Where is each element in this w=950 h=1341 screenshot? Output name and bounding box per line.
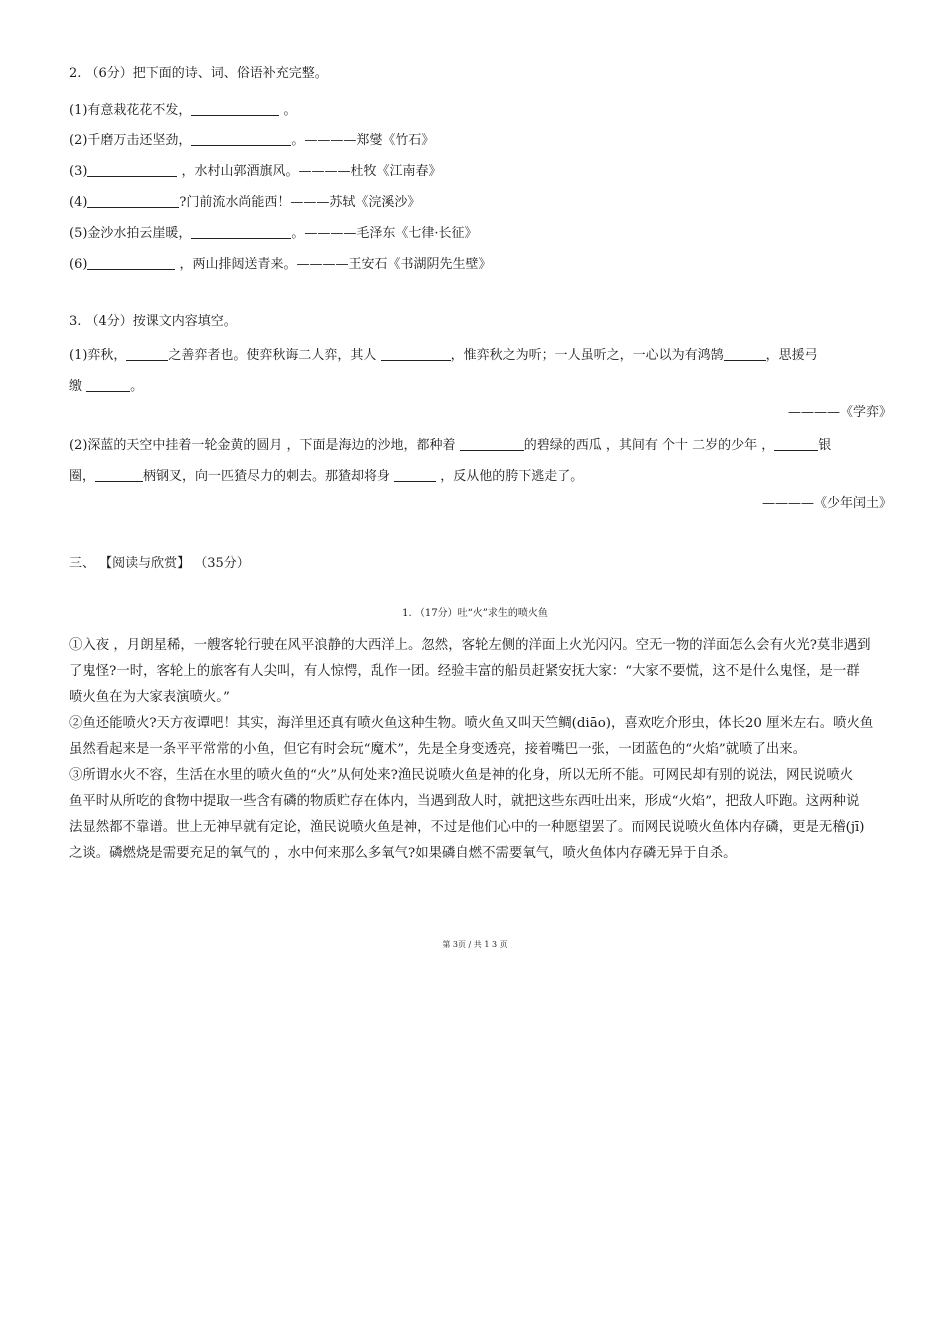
q3-part1-source: ————《学弈》	[787, 405, 892, 420]
q3-part1-text-e: 缴	[69, 379, 87, 394]
q2-item-2-blank[interactable]	[191, 132, 291, 146]
q3-part2-text-c: 银	[818, 438, 832, 453]
q3-part1-blank-4[interactable]	[86, 378, 130, 392]
q2-item-5-blank[interactable]	[191, 225, 291, 239]
passage-line: 了鬼怪?一时，客轮上的旅客有人尖叫，有人惊愕，乱作一团。经验丰富的船员赶紧安抚大家：“大家不要慌，这不是什么鬼怪，是一群	[69, 664, 860, 679]
q2-item-5-pre: (5)金沙水拍云崖暖，	[69, 226, 192, 241]
q3-part2-line1	[69, 437, 831, 454]
q3-part2-text-f: ，反从他的胯下逃走了。	[436, 469, 584, 484]
q2-item-6	[69, 256, 492, 273]
q2-title: 2. （6分）把下面的诗、词、俗语补充完整。	[69, 66, 328, 81]
q2-item-4-post: ?门前流水尚能西！———苏轼《浣溪沙》	[179, 195, 421, 210]
passage-line: 虽然看起来是一条平平常常的小鱼，但它有时会玩“魔术”，先是全身变透亮，接着嘴巴一张，一团蓝色的“火焰”就喷了出来。	[69, 742, 807, 757]
q3-part1-line2	[69, 378, 143, 395]
q3-part2-line2	[69, 468, 583, 485]
q3-part2-text-b: 的碧绿的西瓜 ，其间有 个十 二岁的少年 ，	[523, 438, 775, 453]
q2-item-1-pre: (1)有意栽花花不发，	[69, 103, 192, 118]
q2-item-2	[69, 132, 434, 149]
reading-passage	[69, 633, 889, 867]
q3-part2-blank-1[interactable]	[460, 437, 524, 451]
q3-part2-blank-3[interactable]	[95, 468, 143, 482]
q2-item-3-post: ，水村山郭酒旗风。————杜牧《江南春》	[177, 164, 442, 179]
q2-item-3-blank[interactable]	[87, 163, 177, 177]
q3-part1-text-b: 之善弈者也。使弈秋诲二人弈，其人	[168, 348, 381, 363]
q2-item-6-pre: (6)	[69, 257, 88, 272]
q2-item-3	[69, 163, 442, 180]
passage-line: 鱼平时从所吃的食物中提取一些含有磷的物质贮存在体内，当遇到敌人时，就把这些东西吐出来，形成“火焰”，把敌人吓跑。这两种说	[69, 794, 860, 809]
q2-item-1	[69, 102, 297, 119]
q2-item-5-post: 。————毛泽东《七律·长征》	[291, 226, 478, 241]
passage-line: ①入夜 ，月朗星稀，一艘客轮行驶在风平浪静的大西洋上。忽然，客轮左侧的洋面上火光闪闪。空无一物的洋面怎么会有火光?莫非遇到	[69, 638, 871, 653]
q3-part2-blank-4[interactable]	[394, 468, 436, 482]
q3-part2-text-d: 圈，	[69, 469, 96, 484]
q2-item-4-pre: (4)	[69, 195, 88, 210]
q2-item-6-blank[interactable]	[87, 256, 175, 270]
passage-line: ②鱼还能喷火?天方夜谭吧！其实，海洋里还真有喷火鱼这种生物。喷火鱼又叫天竺鲷(diāo)，喜欢吃介形虫，体长20 厘米左右。喷火鱼	[69, 716, 874, 731]
q3-part1-text-f: 。	[130, 379, 144, 394]
q3-part1-blank-3[interactable]	[724, 347, 766, 361]
passage-line: ③所谓水火不容，生活在水里的喷火鱼的“火”从何处来?渔民说喷火鱼是神的化身，所以无所不能。可网民却有别的说法，网民说喷火	[69, 768, 854, 783]
q2-item-6-post: ，两山排闼送青来。————王安石《书湖阴先生壁》	[175, 257, 492, 272]
q3-part1-blank-1[interactable]	[126, 347, 168, 361]
q3-part2-text-e: 柄钢叉，向一匹猹尽力的刺去。那猹却将身	[143, 469, 395, 484]
q2-item-4-blank[interactable]	[87, 194, 179, 208]
passage-line: 法显然都不靠谱。世上无神早就有定论，渔民说喷火鱼是神，不过是他们心中的一种愿望罢了。而网民说喷火鱼体内存磷，更是无稽(jī)	[69, 820, 865, 835]
q2-item-2-pre: (2)千磨万击还坚劲，	[69, 133, 192, 148]
section3-title: 三、 【阅读与欣赏】 （35分）	[69, 556, 250, 571]
q2-item-2-post: 。————郑燮《竹石》	[291, 133, 435, 148]
q3-part1-line1	[69, 347, 818, 364]
q2-item-1-blank[interactable]	[191, 102, 279, 116]
reading-heading: 1. （17分）吐“火”求生的喷火鱼	[402, 608, 548, 619]
q3-part1-text-a: (1)弈秋，	[69, 348, 127, 363]
q2-item-1-post: 。	[279, 103, 297, 118]
q3-part1-text-c: ，惟弈秋之为听；一人虽听之，一心以为有鸿鹄	[450, 348, 724, 363]
passage-line: 之谈。磷燃烧是需要充足的氧气的 ，水中何来那么多氧气?如果磷自燃不需要氧气，喷火鱼体内存磷无异于自杀。	[69, 846, 737, 861]
q3-part1-text-d: ，思援弓	[765, 348, 818, 363]
q3-part2-source: ————《少年闰土》	[761, 496, 892, 511]
q3-part1-blank-2[interactable]	[381, 347, 451, 361]
q2-item-5	[69, 225, 478, 242]
q2-item-3-pre: (3)	[69, 164, 88, 179]
q3-part2-blank-2[interactable]	[774, 437, 818, 451]
q3-title: 3. （4分）按课文内容填空。	[69, 314, 237, 329]
q3-part2-text-a: (2)深蓝的天空中挂着一轮金黄的圆月 ，下面是海边的沙地，都种着	[69, 438, 460, 453]
q2-item-4	[69, 194, 420, 211]
page-number: 第 3页 / 共 1 3 页	[442, 940, 508, 949]
passage-line: 喷火鱼在为大家表演喷火。”	[69, 690, 230, 705]
